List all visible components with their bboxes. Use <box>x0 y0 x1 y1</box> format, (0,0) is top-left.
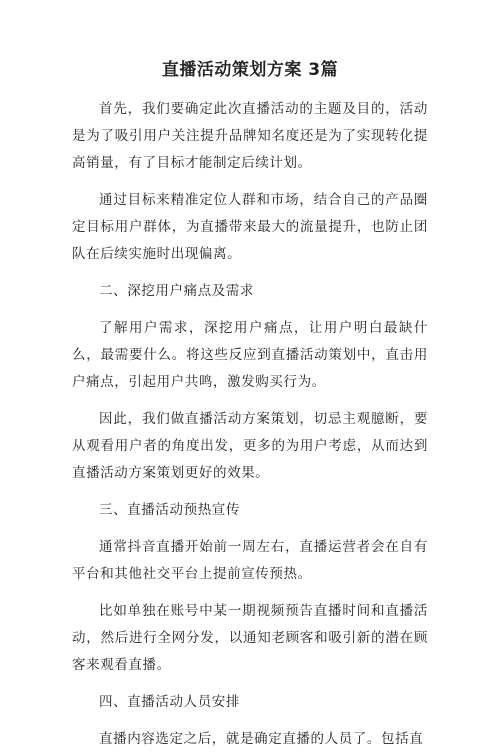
document-title: 直播活动策划方案 3篇 <box>161 60 339 80</box>
paragraph: 通过目标来精准定位人群和市场，结合自己的产品圈定目标用户群体，为直播带来最大的流量提升，也防止团队在后续实施时出现偏离。 <box>72 192 428 262</box>
section-heading: 二、深挖用户痛点及需求 <box>99 283 255 299</box>
paragraph: 通常抖音直播开始前一周左右，直播运营者会在自有平台和其他社交平台上提前宣传预热。 <box>72 539 428 582</box>
paragraph: 因此，我们做直播活动方案策划，切忌主观臆断，要从观看用户者的角度出发，更多的为用户考虑，从而达到直播活动方案策划更好的效果。 <box>72 411 428 481</box>
paragraph: 了解用户需求，深挖用户痛点，让用户明白最缺什么，最需要什么。将这些反应到直播活动策划中，直击用户痛点，引起用户共鸣，激发购买行为。 <box>72 320 428 390</box>
paragraph: 首先，我们要确定此次直播活动的主题及目的，活动是为了吸引用户关注提升品牌知名度还是为了实现转化提高销量，有了目标才能制定后续计划。 <box>72 101 428 171</box>
paragraph: 比如单独在账号中某一期视频预告直播时间和直播活动，然后进行全网分发，以通知老顾客和吸引新的潜在顾客来观看直播。 <box>72 603 428 673</box>
section-heading: 四、直播活动人员安排 <box>99 694 240 710</box>
paragraph: 直播内容选定之后，就是确定直播的人员了。包括直 <box>99 731 424 747</box>
section-heading: 三、直播活动预热宣传 <box>99 502 240 518</box>
